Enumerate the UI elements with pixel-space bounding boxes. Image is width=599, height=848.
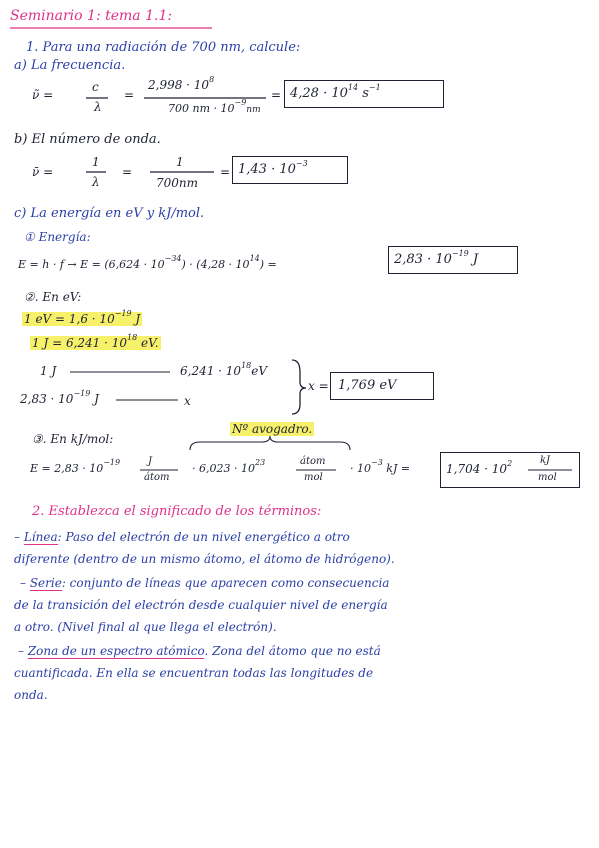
q1c3-conversion: · $10^{-3}$ kJ =	[350, 458, 411, 475]
q1c2-row2-right: x	[184, 394, 191, 408]
q1c-label: c) La energía en eV y kJ/mol.	[14, 206, 205, 221]
q1c3-frac1-den: átom	[144, 472, 170, 483]
q1a-result: $4,28 \cdot 10^{14}$ $s^{-1}$	[290, 83, 381, 101]
q1c3-frac2-num: átom	[300, 456, 326, 467]
q1c3-mid: · $6,023 \cdot 10^{23}$	[192, 458, 266, 475]
q1c2-row1-left: 1 J	[40, 364, 57, 378]
q2-serie-line2: de la transición del electrón desde cualquier nivel de energía	[14, 598, 388, 612]
q1b-frac2-num: 1	[176, 155, 184, 169]
q1a-label: a) La frecuencia.	[14, 58, 126, 73]
q1b-frac1-num: 1	[92, 155, 100, 169]
q1a-frac2-den: 700 nm · $10^{-9}nm$	[168, 98, 261, 115]
q1c3-label: ③. En kJ/mol:	[32, 432, 114, 446]
q1b-eq: =	[122, 165, 133, 179]
q2-zona-line3: onda.	[14, 688, 48, 702]
q1c1-label: ① Energía:	[24, 230, 91, 244]
q1b-frac1-den: λ	[92, 175, 100, 189]
q1a-eq: =	[124, 88, 135, 102]
q1c3-result-den: mol	[538, 472, 557, 483]
q1b-lhs: ν̄ =	[32, 165, 54, 179]
q1c2-highlight-2: 1 $J = 6,241 \cdot 10^{18}$ eV.	[32, 333, 159, 350]
q2-serie-line3: a otro. (Nivel final al que llega el electrón).	[14, 620, 277, 634]
q1a-frac1-den: λ	[94, 100, 102, 114]
q1c1-result: $2,83 \cdot 10^{-19}$ J	[394, 249, 479, 267]
q1a-frac1-num: c	[92, 80, 99, 94]
q1a-eq2: =	[271, 88, 282, 102]
q1c3-frac1-num: J	[148, 456, 153, 467]
q1c2-label: ②. En eV:	[24, 290, 82, 304]
q1c3-eq-start: $E = 2,83 \cdot 10^{-19}$	[30, 458, 121, 475]
q1c3-result: $1,704 \cdot 10^2$	[446, 459, 513, 476]
q1c2-row1-right: $6,241 \cdot 10^{18}eV$	[180, 361, 268, 378]
q1a-frac2-num: $2,998 \cdot 10^8$	[148, 75, 215, 92]
q1a-lhs: ν̃ =	[32, 88, 54, 102]
q1c2-x: x =	[308, 379, 329, 393]
q2-serie-line1: – Serie: conjunto de líneas que aparecen como consecuencia	[20, 576, 390, 590]
page-title: Seminario 1: tema 1.1:	[10, 8, 173, 24]
q1c3-result-num: kJ	[540, 455, 551, 466]
q1b-frac2-den: 700nm	[156, 176, 199, 190]
q2-linea-line2: diferente (dentro de un mismo átomo, el átomo de hidrógeno).	[14, 552, 395, 566]
q1c3-avogadro-note: Nº avogadro.	[232, 422, 313, 436]
q1b-label: b) El número de onda.	[14, 132, 161, 147]
q1b-result: $1,43 \cdot 10^{-3}$	[238, 159, 308, 177]
q2-heading: 2. Establezca el significado de los términos:	[32, 504, 322, 519]
q1c3-frac2-den: mol	[304, 472, 323, 483]
q1c2-result: 1,769 eV	[338, 378, 397, 393]
q2-zona-line2: cuantificada. En ella se encuentran todas las longitudes de	[14, 666, 374, 680]
q1c2-highlight-1: 1 eV = $1,6 \cdot 10^{-19}$ J	[24, 309, 141, 326]
q1c1-equation: $E = h \cdot f \to E = (6,624 \cdot 10^{-34}) \cdot (4,28 \cdot 10^{14})$ =	[18, 254, 277, 271]
q1b-eq2: =	[220, 165, 231, 179]
q1-heading: 1. Para una radiación de 700 nm, calcule:	[26, 40, 301, 55]
q1c2-row2-left: $2,83 \cdot 10^{-19}$ J	[20, 389, 99, 406]
q2-zona-line1: – Zona de un espectro atómico. Zona del átomo que no está	[18, 644, 381, 658]
q2-linea-line1: – Línea: Paso del electrón de un nivel energético a otro	[14, 530, 350, 544]
